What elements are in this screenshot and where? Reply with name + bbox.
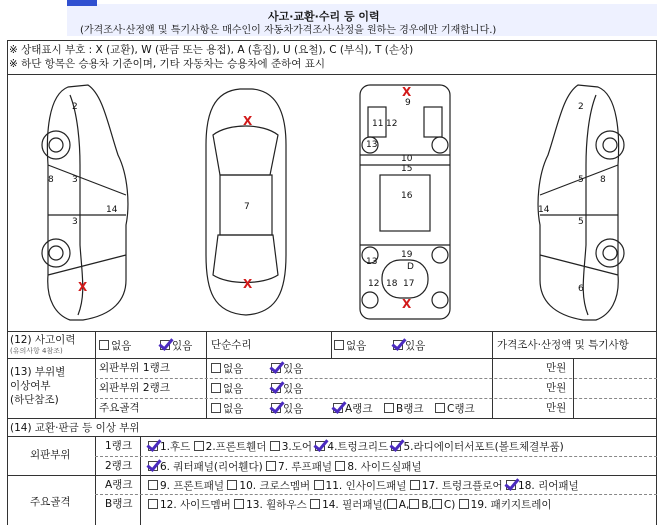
checkbox-checked[interactable]: [271, 383, 281, 393]
damage-mark-x: X: [243, 277, 253, 291]
header-tab: [67, 0, 97, 6]
note-symbols: ※ 상태표시 부호 : X (교환), W (판금 또는 용접), A (흠집), U (요철), C (부식), T (손상): [9, 44, 414, 56]
option-label: 있음: [283, 403, 304, 415]
diagram-part-number: 9: [405, 98, 411, 108]
checkbox-checked[interactable]: [315, 441, 325, 451]
frame-none[interactable]: [211, 403, 243, 415]
checkbox-checked[interactable]: [506, 480, 516, 490]
page-subtitle: (가격조사·산정액 및 특기사항은 매수인이 자동차가격조사·산정을 원하는 경우에만 기재합니다.): [80, 25, 497, 36]
item-radiator-support[interactable]: 5.라디에이터서포트(볼트체결부품): [391, 441, 563, 453]
diagram-part-number: 13: [366, 257, 378, 267]
diagram-part-number: 14: [538, 205, 550, 215]
rankB-items: [148, 499, 552, 511]
grid-line: [331, 331, 332, 358]
diagram-part-number: 2: [578, 102, 584, 112]
option-label: 있음: [405, 340, 426, 352]
diagram-part-number: 14: [106, 205, 118, 215]
diagram-part-number: 5: [578, 217, 584, 227]
note-basis: ※ 하단 항목은 승용차 기준이며, 기타 자동차는 승용차에 준하여 표시: [9, 58, 326, 70]
grid-line: [7, 475, 657, 476]
checkbox-checked[interactable]: [391, 441, 401, 451]
rankA-items: [148, 480, 579, 492]
frame-label: 주요골격: [99, 402, 140, 414]
accident-yes-option[interactable]: [160, 340, 192, 352]
diagram-part-number: 8: [48, 175, 54, 185]
checkbox-checked[interactable]: [160, 340, 170, 350]
part-status-label: (하단참조): [10, 394, 59, 406]
frame-section-label: 주요골격: [30, 496, 71, 508]
outer-rank1-yes[interactable]: [271, 363, 303, 375]
item-hood[interactable]: 1.후드: [148, 441, 190, 453]
grid-line: [95, 398, 657, 399]
damage-mark-x: X: [243, 114, 253, 128]
border: [7, 331, 657, 332]
item-side-sill-panel[interactable]: 8. 사이드실패널: [335, 461, 421, 473]
checkbox-checked[interactable]: [148, 441, 158, 451]
grid-line: [95, 494, 657, 495]
diagram-part-number: 17: [403, 279, 415, 289]
grid-line: [140, 436, 141, 525]
diagram-part-number: 11: [372, 119, 384, 129]
checkbox-checked[interactable]: [271, 403, 281, 413]
diagram-part-number: 15: [401, 164, 413, 174]
grid-line: [7, 418, 657, 419]
option-label: 없음: [111, 340, 132, 352]
diagram-part-number: 5: [578, 175, 584, 185]
grid-line: [7, 358, 657, 359]
option-label: 있음: [283, 363, 304, 375]
diagram-part-number: 7: [244, 202, 250, 212]
frame-rank-a[interactable]: [333, 403, 372, 415]
damage-mark-x: X: [78, 280, 88, 294]
option-label: 있음: [172, 340, 193, 352]
part-status-label: 이상여부: [10, 380, 51, 392]
checkbox[interactable]: [211, 363, 221, 373]
outer-rank2-yes[interactable]: [271, 383, 303, 395]
diagram-part-number: 12: [368, 279, 380, 289]
unit-label: 만원: [546, 382, 567, 394]
accident-history-label: (12) 사고이력: [10, 334, 76, 346]
checkbox[interactable]: [432, 499, 442, 509]
checkbox[interactable]: [409, 499, 419, 509]
damage-mark-x: X: [402, 297, 412, 311]
checkbox[interactable]: [211, 403, 221, 413]
rank2-label: 2랭크: [105, 460, 132, 472]
checkbox[interactable]: [270, 441, 280, 451]
checkbox[interactable]: [410, 480, 420, 490]
grid-line: [573, 358, 574, 418]
checkbox[interactable]: [148, 499, 158, 509]
frame-rank-b[interactable]: [384, 403, 424, 415]
diagram-part-number: 2: [72, 102, 78, 112]
checkbox-checked[interactable]: [271, 363, 281, 373]
rankB-label: B랭크: [105, 498, 133, 510]
item-trunk-lid[interactable]: 4.트렁크리드: [315, 441, 388, 453]
part-status-label: (13) 부위별: [10, 366, 66, 378]
accident-none-option[interactable]: [99, 340, 131, 352]
checkbox[interactable]: [335, 461, 345, 471]
outer-rank1-none[interactable]: [211, 363, 243, 375]
item-rear-panel[interactable]: 18. 리어패널: [506, 480, 579, 492]
option-label: 없음: [223, 383, 244, 395]
checkbox-checked[interactable]: [148, 461, 158, 471]
grid-line: [95, 331, 96, 418]
rank1-items: [148, 441, 564, 453]
diagram-part-number: 19: [401, 250, 413, 260]
checkbox[interactable]: [435, 403, 445, 413]
item-trunk-floor[interactable]: 17. 트렁크플로어: [410, 480, 503, 492]
grid-line: [95, 436, 96, 525]
simple-repair-label: 단순수리: [211, 339, 252, 351]
diagram-part-number: 10: [401, 154, 413, 164]
diagram-part-number: 6: [578, 284, 584, 294]
item-roof-panel[interactable]: 7. 루프패널: [266, 461, 332, 473]
option-label: 있음: [283, 383, 304, 395]
option-label: 없음: [346, 340, 367, 352]
checkbox[interactable]: [211, 383, 221, 393]
diagram-part-number: 3: [72, 217, 78, 227]
option-label: C랭크: [447, 403, 475, 415]
unit-label: 만원: [546, 362, 567, 374]
rank2-items: [148, 461, 422, 473]
checkbox[interactable]: [459, 499, 469, 509]
abnormal-parts-label: (14) 교환·판금 등 이상 부위: [10, 422, 140, 434]
option-label: A랭크: [345, 403, 373, 415]
outer-rank2-none[interactable]: [211, 383, 243, 395]
checkbox-checked[interactable]: [393, 340, 403, 350]
checkbox[interactable]: [266, 461, 276, 471]
item-door[interactable]: 3.도어: [270, 441, 312, 453]
frame-rank-c[interactable]: [435, 403, 475, 415]
checkbox[interactable]: [310, 499, 320, 509]
price-notes-label: 가격조사·산정액 및 특기사항: [497, 339, 629, 351]
grid-line: [492, 331, 493, 358]
grid-line: [95, 456, 657, 457]
item-cross-member[interactable]: 10. 크로스멤버: [227, 480, 310, 492]
rank1-label: 1랭크: [105, 440, 132, 452]
diagram-part-number: 16: [401, 191, 413, 201]
checkbox-checked[interactable]: [333, 403, 343, 413]
diagram-part-number: D: [407, 262, 414, 272]
outer-rank2-label: 외판부위 2랭크: [99, 382, 170, 394]
rankA-label: A랭크: [105, 479, 133, 491]
checkbox[interactable]: [334, 340, 344, 350]
checkbox[interactable]: [227, 480, 237, 490]
option-label: B랭크: [396, 403, 424, 415]
grid-line: [7, 436, 657, 437]
item-front-panel[interactable]: 9. 프론트패널: [148, 480, 224, 492]
grid-line: [492, 358, 493, 418]
checkbox[interactable]: [387, 499, 397, 509]
repair-none-option[interactable]: [334, 340, 366, 352]
checkbox[interactable]: [384, 403, 394, 413]
item-pillar-panel[interactable]: 14. 필러패널( A, B, C): [310, 499, 455, 511]
accident-history-note: (유의사항 4참조): [10, 347, 63, 355]
border: [7, 40, 657, 41]
item-side-member[interactable]: 12. 사이드멤버: [148, 499, 231, 511]
page-title: 사고·교환·수리 등 이력: [268, 10, 380, 23]
grid-line: [206, 331, 207, 358]
checkbox[interactable]: [99, 340, 109, 350]
item-quarter-panel[interactable]: 6. 쿼터패널(리어휀다): [148, 461, 263, 473]
grid-line: [95, 378, 657, 379]
diagram-part-number: 12: [386, 119, 398, 129]
diagram-part-number: 8: [600, 175, 606, 185]
diagram-part-number: 3: [72, 175, 78, 185]
outer-rank1-label: 외판부위 1랭크: [99, 362, 170, 374]
vehicle-diagram: [8, 75, 656, 330]
checkbox[interactable]: [314, 480, 324, 490]
diagram-part-number: 13: [366, 140, 378, 150]
unit-label: 만원: [546, 402, 567, 414]
outer-panel-label: 외판부위: [30, 449, 71, 461]
option-label: 없음: [223, 363, 244, 375]
checkbox[interactable]: [148, 480, 158, 490]
item-wheel-house[interactable]: 13. 휠하우스: [234, 499, 307, 511]
option-label: 없음: [223, 403, 244, 415]
item-front-fender[interactable]: 2.프론트휀더: [194, 441, 267, 453]
grid-line: [206, 358, 207, 418]
diagram-part-number: 18: [386, 279, 398, 289]
damage-mark-x: X: [402, 85, 412, 99]
checkbox[interactable]: [234, 499, 244, 509]
frame-yes[interactable]: [271, 403, 303, 415]
item-inside-panel[interactable]: 11. 인사이드패널: [314, 480, 407, 492]
repair-yes-option[interactable]: [393, 340, 425, 352]
checkbox[interactable]: [194, 441, 204, 451]
item-package-tray[interactable]: 19. 패키지트레이: [459, 499, 552, 511]
